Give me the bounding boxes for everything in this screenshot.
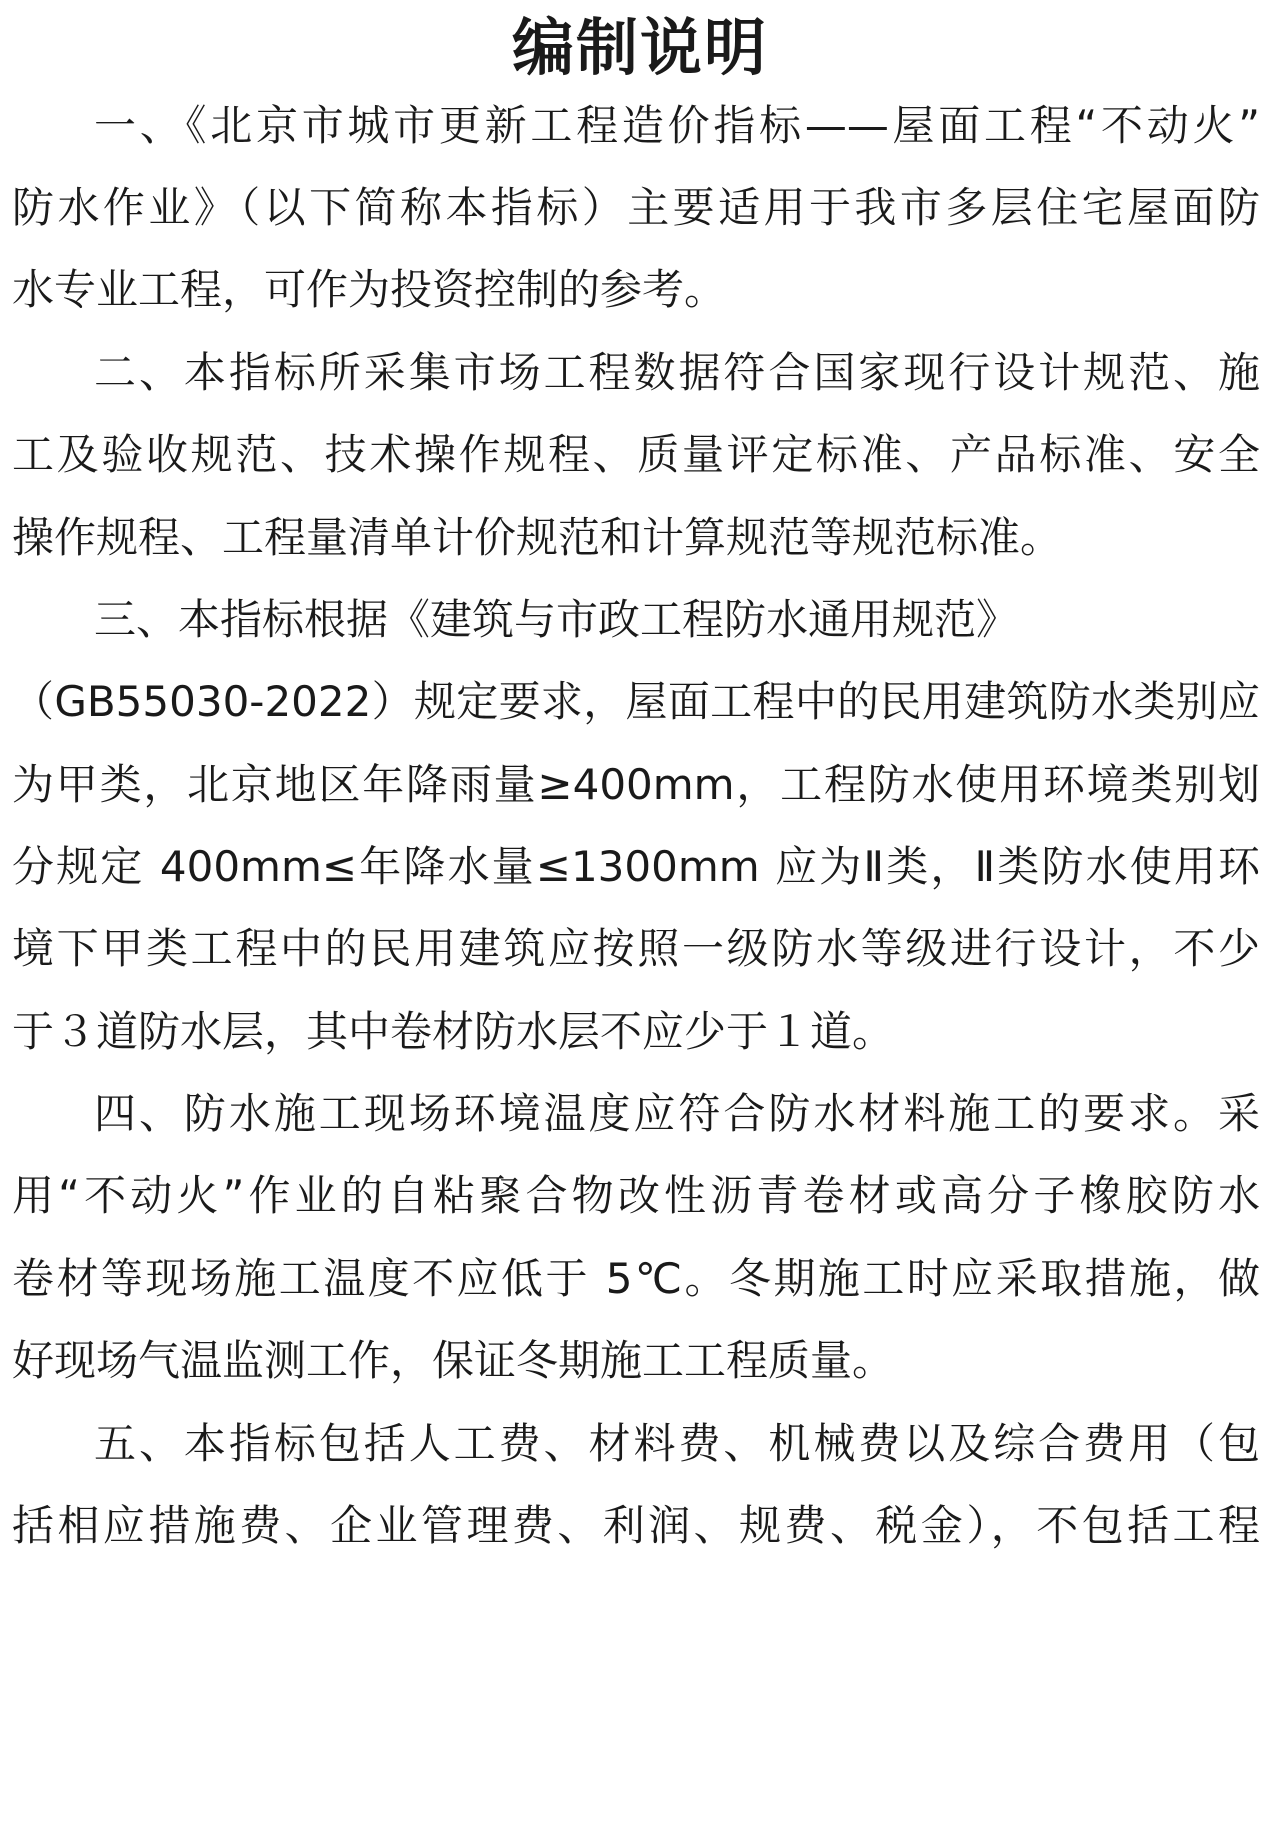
paragraph-3-line-2: （GB55030-2022）规定要求，屋面工程中的民用建筑防水类别应 (12, 677, 1260, 726)
paragraph-1-line-3: 水专业工程，可作为投资控制的参考。 (12, 265, 727, 314)
paragraph-2-line-3: 操作规程、工程量清单计价规范和计算规范等规范标准。 (12, 513, 1063, 562)
paragraph-3-line-1: 三、本指标根据《建筑与市政工程防水通用规范》 (94, 595, 1019, 644)
paragraph-4-line-2: 用“不动火”作业的自粘聚合物改性沥青卷材或高分子橡胶防水 (12, 1171, 1260, 1220)
paragraph-3-line-5: 境下甲类工程中的民用建筑应按照一级防水等级进行设计，不少 (12, 924, 1260, 973)
paragraph-2-line-1: 二、本指标所采集市场工程数据符合国家现行设计规范、施 (94, 348, 1260, 397)
document-title: 编制说明 (511, 11, 768, 84)
paragraph-5-line-1: 五、本指标包括人工费、材料费、机械费以及综合费用（包 (94, 1419, 1260, 1468)
paragraph-1-line-1: 一、《北京市城市更新工程造价指标——屋面工程“不动火” (94, 101, 1260, 150)
paragraph-4-line-3: 卷材等现场施工温度不应低于 5℃。冬期施工时应采取措施，做 (12, 1254, 1260, 1303)
paragraph-5-line-2: 括相应措施费、企业管理费、利润、规费、税金），不包括工程 (12, 1501, 1260, 1550)
paragraph-2-line-2: 工及验收规范、技术操作规程、质量评定标准、产品标准、安全 (12, 430, 1260, 479)
paragraph-3-line-4: 分规定 400mm≤年降水量≤1300mm 应为Ⅱ类，Ⅱ类防水使用环 (12, 842, 1260, 891)
paragraph-4-line-1: 四、防水施工现场环境温度应符合防水材料施工的要求。采 (94, 1089, 1260, 1138)
paragraph-1-line-2: 防水作业》（以下简称本指标）主要适用于我市多层住宅屋面防 (12, 183, 1260, 232)
paragraph-4-line-4: 好现场气温监测工作，保证冬期施工工程质量。 (12, 1336, 895, 1385)
paragraph-3-line-6: 于３道防水层，其中卷材防水层不应少于１道。 (12, 1007, 895, 1056)
paragraph-3-line-3: 为甲类，北京地区年降雨量≥400mm，工程防水使用环境类别划 (12, 760, 1260, 809)
